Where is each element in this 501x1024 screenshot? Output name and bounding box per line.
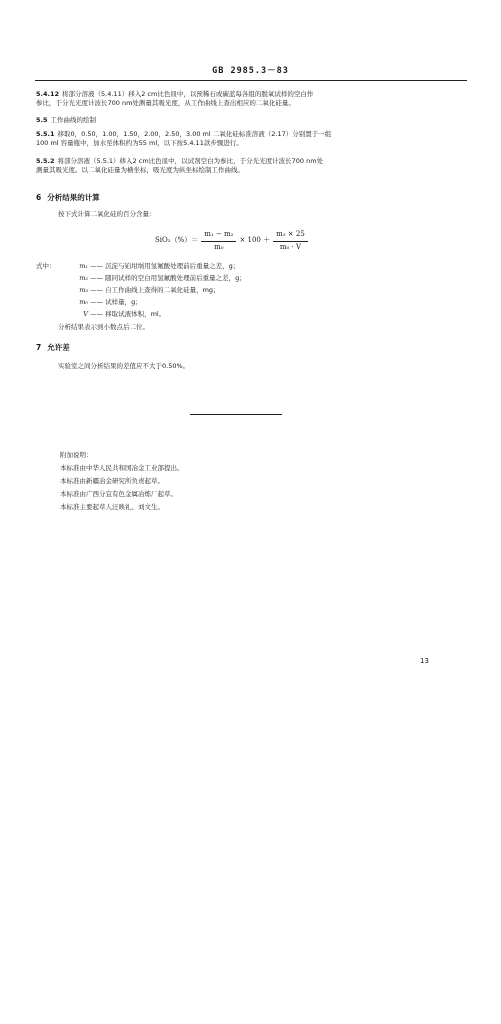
section-number: 7 xyxy=(36,343,42,352)
variable-symbol: m₂ xyxy=(79,274,88,282)
additional-notes xyxy=(60,451,360,516)
clause-text-line2: 参比，于分光光度计波长700 nm处测量其吸光度，从工作曲线上查出相应的二氧化硅量。 xyxy=(36,98,295,107)
clause-5-5 xyxy=(36,116,466,125)
formula-fraction-1 xyxy=(201,230,236,252)
clause-5-5-1 xyxy=(36,130,466,148)
result-precision-note: 分析结果表示到小数点后二位。 xyxy=(58,323,149,331)
silica-formula xyxy=(155,226,405,256)
note-line: 本标准由新疆冶金研究所负责起草。 xyxy=(60,477,164,485)
variable-symbol: m₀ xyxy=(79,298,88,306)
variable-description: —— 试样量，g； xyxy=(90,298,142,306)
clause-text-line2: 100 ml 容量瓶中，加水至体积约为55 ml，以下按5.4.11款步骤进行。 xyxy=(36,138,243,147)
variable-row xyxy=(36,310,456,322)
note-line: 本标准由广西分宜有色金属冶炼厂起草。 xyxy=(60,490,177,498)
clause-text-line1: 将部分溶液（5.5.1）移入2 cm比色皿中，以试剂空白为参比，于分光光度计波长700 nm处 xyxy=(57,157,324,165)
variable-row xyxy=(36,298,456,310)
notes-title: 附加说明： xyxy=(60,451,93,459)
page-number: 13 xyxy=(420,657,429,665)
fraction-denominator: m₀ · V xyxy=(279,242,302,251)
variable-row xyxy=(36,286,456,298)
formula-middle: × 100 ＋ xyxy=(239,236,271,245)
variable-row xyxy=(36,262,456,274)
end-divider xyxy=(190,414,282,415)
section-title: 分析结果的计算 xyxy=(47,193,100,202)
variable-symbol: V xyxy=(83,310,88,318)
clause-5-5-2 xyxy=(36,157,466,175)
standard-number-header: GB 2985.3－83 xyxy=(212,66,289,76)
clause-text-line1: 将部分溶液（5.4.11）移入2 cm比色皿中，以预稀石或碳蓝每各组的脱氧试样的空白作 xyxy=(62,90,314,98)
note-line: 本标准主要起草人汪映礼、刘文生。 xyxy=(60,503,164,511)
clause-text-line1: 移取0，0.50，1.00，1.50，2.00，2.50，3.00 ml 二氧化硅标准溶液（2.17）分别置于一组 xyxy=(57,130,332,138)
formula-intro: 按下式计算二氧化硅的百分含量： xyxy=(58,210,156,218)
fraction-denominator: m₀ xyxy=(214,242,224,251)
section-title: 允许差 xyxy=(47,343,70,352)
clause-number: 5.5.1 xyxy=(36,130,55,138)
clause-text-line2: 测量其吸光度。以二氧化硅量为横坐标，吸光度为纵坐标绘制工作曲线。 xyxy=(36,165,244,174)
note-line: 本标准由中华人民共和国冶金工业部提出。 xyxy=(60,464,184,472)
clause-5-4-12 xyxy=(36,90,466,108)
formula-fraction-2 xyxy=(273,230,308,252)
clause-number: 5.4.12 xyxy=(36,90,60,98)
section-7-heading xyxy=(36,343,70,353)
variable-definitions xyxy=(36,262,456,322)
clause-number: 5.5 xyxy=(36,116,48,124)
clause-number: 5.5.2 xyxy=(36,157,55,165)
variable-description: —— 移取试液体积，ml。 xyxy=(90,310,166,318)
variable-description: —— 随同试样的空白用氢氟酸处理前后重量之差，g； xyxy=(90,274,246,282)
tolerance-text: 实验室之间分析结果的差值应不大于0.50%。 xyxy=(58,362,190,370)
variable-symbol: m₃ xyxy=(79,286,88,294)
fraction-numerator: m₁ − m₂ xyxy=(201,230,236,241)
section-number: 6 xyxy=(36,193,42,202)
fraction-numerator: m₃ × 25 xyxy=(273,230,308,241)
formula-lhs: SiO₂（%）＝ xyxy=(155,236,199,245)
variable-description: —— 自工作曲线上查得的二氧化硅量，mg； xyxy=(90,286,220,294)
variable-row xyxy=(36,274,456,286)
header-rule xyxy=(35,80,467,81)
clause-title: 工作曲线的绘制 xyxy=(50,116,97,124)
variable-description: —— 沉淀与铂坩埚用氢氟酸处理前后重量之差，g； xyxy=(90,262,240,270)
section-6-heading xyxy=(36,193,100,203)
variable-symbol: m₁ xyxy=(79,262,88,270)
where-label: 式中： xyxy=(36,262,56,270)
